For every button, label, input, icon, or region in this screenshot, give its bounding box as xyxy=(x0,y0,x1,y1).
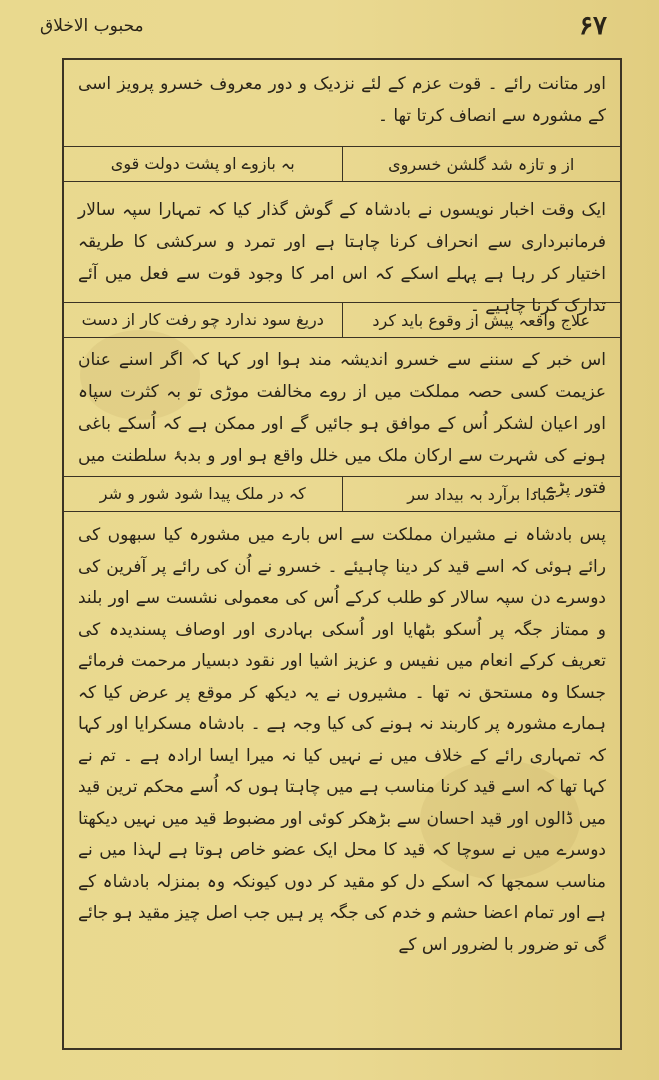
couplet-1 xyxy=(64,146,620,182)
paragraph-1 xyxy=(64,60,620,146)
paragraph-text: پس بادشاہ نے مشیران مملکت سے اس بارے میں مشورہ کیا سبھوں کی رائے ہوئی کہ اسے قید کر دینا چاہیئے ۔ خسرو نے اُن کی رائے پر آفرین کی دوسرے دن سپہ سالار کو طلب کرکے اُس کی معمولی نشست سے اور بلند و ممتاز جگہ پر اُسکو بٹھایا اور اُسکی بہادری اور اوصاف پسندیدہ کی تعریف کرکے انعام میں نفیس و عزیز اشیا اور نقود دبسیار مرحمت فرمائے جسکا وہ مستحق نہ تھا ۔ مشیروں نے یہ دیکھ کر موقع پر عرض کیا کہ ہمارے مشورہ پر کاربند نہ ہونے کی کیا وجہ ہے ۔ بادشاہ مسکرایا اور کہا کہ تمہاری رائے کے خلاف میں نے نہیں کیا نہ میرا ایسا ارادہ ہے ۔ تم نے کہا تھا کہ اسے قید کرنا مناسب ہے میں چاہتا ہوں کہ اُسے محکم ترین قید میں ڈالوں اور قید احسان سے بڑھکر کوئی اور مضبوط قید میں نہیں دیکھتا دوسرے میں نے سوچا کہ قید کا محل ایک عضو خاص ہوتا ہے لہذا میں نے مناسب سمجھا کہ اسکے دل کو مقید کر دوں کیونکہ وہ بمنزلہ بادشاہ کے ہے اور تمام اعضا حشم و خدم کی جگہ پر ہیں جب اصل چیز مقید ہو جائے گی تو ضرور با لضرور اس کے xyxy=(78,525,606,955)
hemistich-right: علاج واقعہ پیش از وقوع باید کرد xyxy=(372,310,591,330)
text-frame xyxy=(62,58,622,1050)
hemistich-left: دریغ سود ندارد چو رفت کار از دست xyxy=(64,303,343,337)
hemistich-left: کہ در ملک پیدا شود شور و شر xyxy=(64,477,343,511)
hemistich-left: بہ بازوے او پشت دولت قوی xyxy=(64,147,343,181)
paragraph-4 xyxy=(64,512,620,1048)
hemistich-right: مبادا برآرد بہ بیداد سر xyxy=(407,484,556,504)
page-number: ۶۷ xyxy=(579,11,607,41)
page-header xyxy=(40,8,607,44)
paragraph-text: ایک وقت اخبار نویسوں نے بادشاہ کے گوش گذار کیا کہ تمہارا سپہ سالار فرمانبرداری سے انحراف کرنا چاہتا ہے اور تمرد و سرکشی کا طریقہ اختیار کر رہا ہے پہلے اسکے کہ اس امر کا وجود قوت سے فعل میں آئے تدارک کرنا چاہیے ۔ xyxy=(78,200,606,316)
paragraph-2 xyxy=(64,182,620,316)
couplet-3 xyxy=(64,476,620,512)
paragraph-text: اور متانت رائے ۔ قوت عزم کے لئے نزدیک و دور معروف خسرو پرویز اسی کے مشورہ سے انصاف کرتا تھا ۔ xyxy=(78,74,606,126)
couplet-2 xyxy=(64,302,620,338)
running-title: محبوب الاخلاق xyxy=(40,16,144,36)
paragraph-text: اس خبر کے سننے سے خسرو اندیشہ مند ہوا اور کہا کہ اگر اسنے عنان عزیمت کسی حصہ مملکت میں از روے مخالفت موڑی تو بہ کثرت سپاہ اور اعیان لشکر اُس کے موافق ہو جائیں گے اور ممکن ہے کہ اُسکے باغی ہونے کی شہرت سے ارکان ملک میں خلل واقع ہو اور و بدبۂ سلطنت میں فتور پڑے ۔ xyxy=(78,350,606,498)
hemistich-right: از و تازہ شد گلشن خسروی xyxy=(388,154,575,174)
